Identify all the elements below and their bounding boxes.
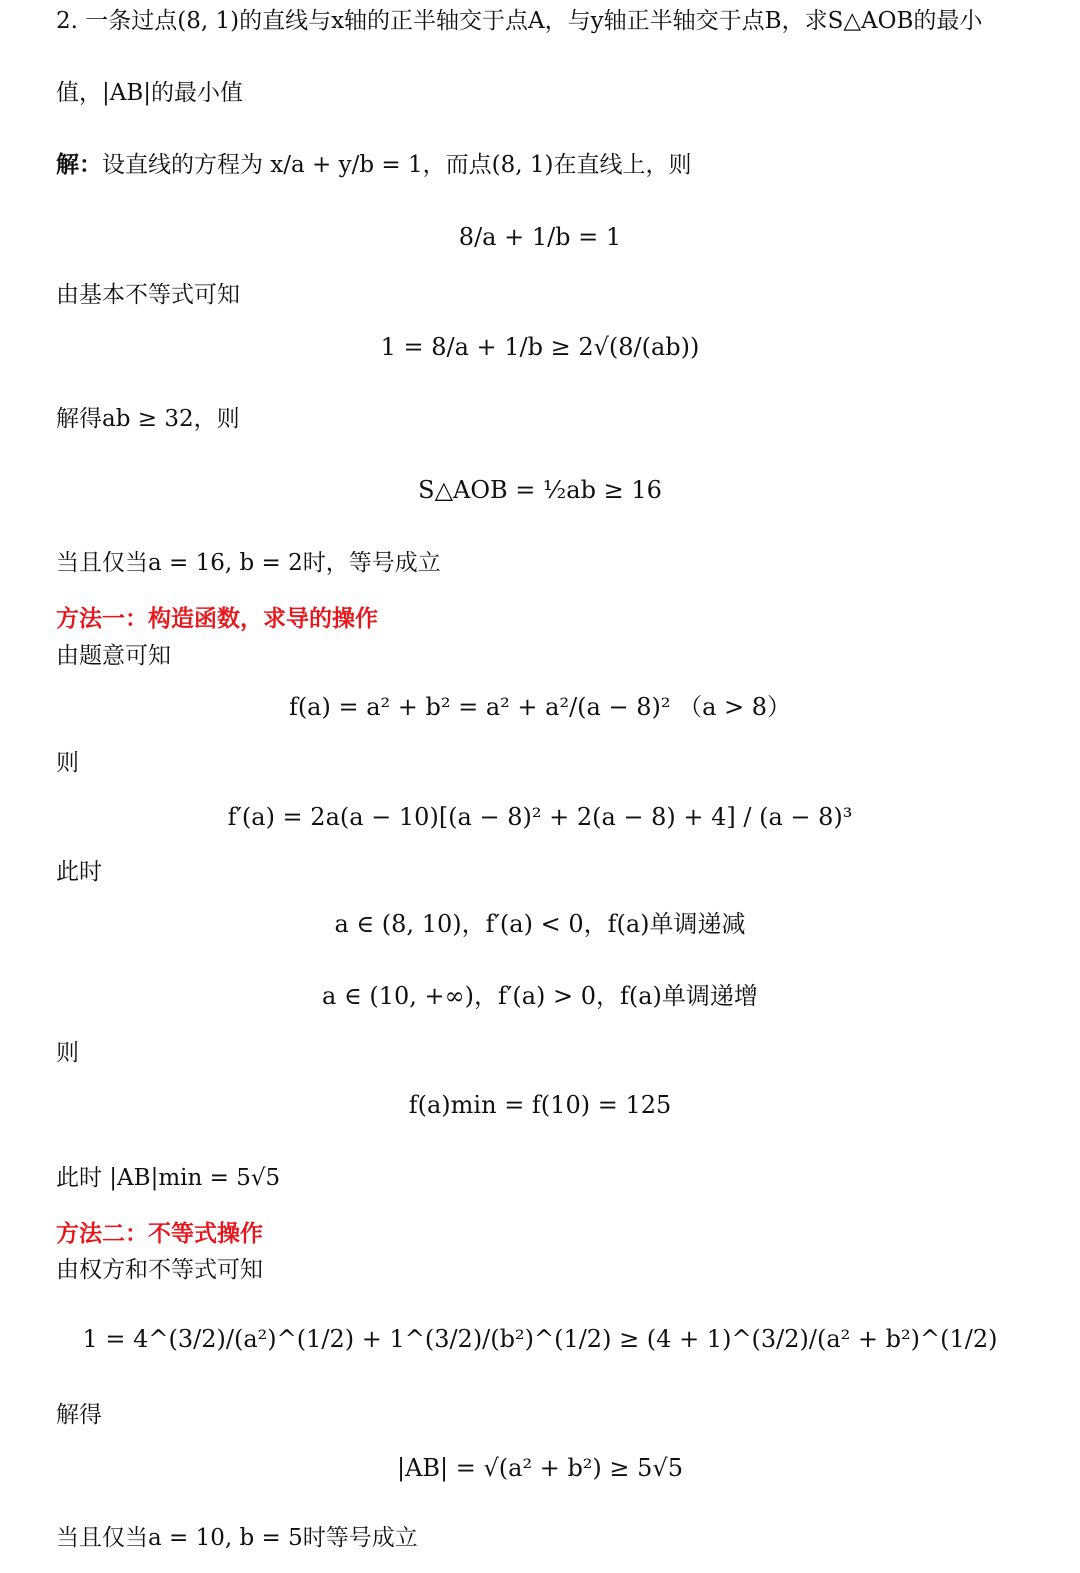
solve-text-2: 解得 (56, 1402, 102, 1428)
function-f-equation: f(a) = a² + b² = a² + a²/(a − 8)² （a > 8） (288, 693, 792, 721)
method-2-text: 由权方和不等式可知 (56, 1257, 263, 1283)
method-1-heading: 方法一：构造函数，求导的操作 (56, 606, 378, 632)
basic-inequality-text: 由基本不等式可知 (56, 282, 240, 308)
method-2-heading: 方法二：不等式操作 (56, 1221, 263, 1247)
solve-text: 解得ab ≥ 32，则 (56, 406, 240, 432)
problem-line-2: 值，|AB|的最小值 (56, 80, 244, 106)
ab-length-inequality: |AB| = √(a² + b²) ≥ 5√5 (396, 1454, 683, 1482)
method-1-text: 由题意可知 (56, 643, 171, 669)
equation-3-area: S△AOB = ½ab ≥ 16 (418, 476, 662, 504)
monotonic-decreasing: a ∈ (8, 10)，f′(a) < 0，f(a)单调递减 (334, 910, 746, 938)
equation-1: 8/a + 1/b = 1 (458, 223, 622, 251)
solution-intro-line (56, 150, 691, 180)
equality-condition-1: 当且仅当a = 16, b = 2时，等号成立 (56, 550, 441, 576)
method-1-result: 此时 |AB|min = 5√5 (56, 1165, 281, 1191)
monotonic-increasing: a ∈ (10, +∞)，f′(a) > 0，f(a)单调递增 (322, 982, 758, 1010)
then-text-2: 则 (56, 1040, 79, 1066)
solution-label: 解： (56, 151, 102, 178)
solution-intro: 设直线的方程为 x/a + y/b = 1，而点(8, 1)在直线上，则 (102, 152, 692, 178)
now-text: 此时 (56, 859, 102, 885)
power-mean-inequality: 1 = 4^(3/2)/(a²)^(1/2) + 1^(3/2)/(b²)^(1/2) ≥ (4 + 1)^(3/2)/(a² + b²)^(1/2) (82, 1325, 998, 1353)
problem-line-1: 2. 一条过点(8, 1)的直线与x轴的正半轴交于点A，与y轴正半轴交于点B，求S△AOB的最小 (56, 8, 983, 34)
derivative-equation: f′(a) = 2a(a − 10)[(a − 8)² + 2(a − 8) + 4] / (a − 8)³ (227, 803, 853, 831)
equation-2: 1 = 8/a + 1/b ≥ 2√(8/(ab)) (380, 333, 700, 361)
then-text-1: 则 (56, 750, 79, 776)
equality-condition-2: 当且仅当a = 10, b = 5时等号成立 (56, 1525, 418, 1551)
minimum-equation: f(a)min = f(10) = 125 (408, 1091, 672, 1119)
